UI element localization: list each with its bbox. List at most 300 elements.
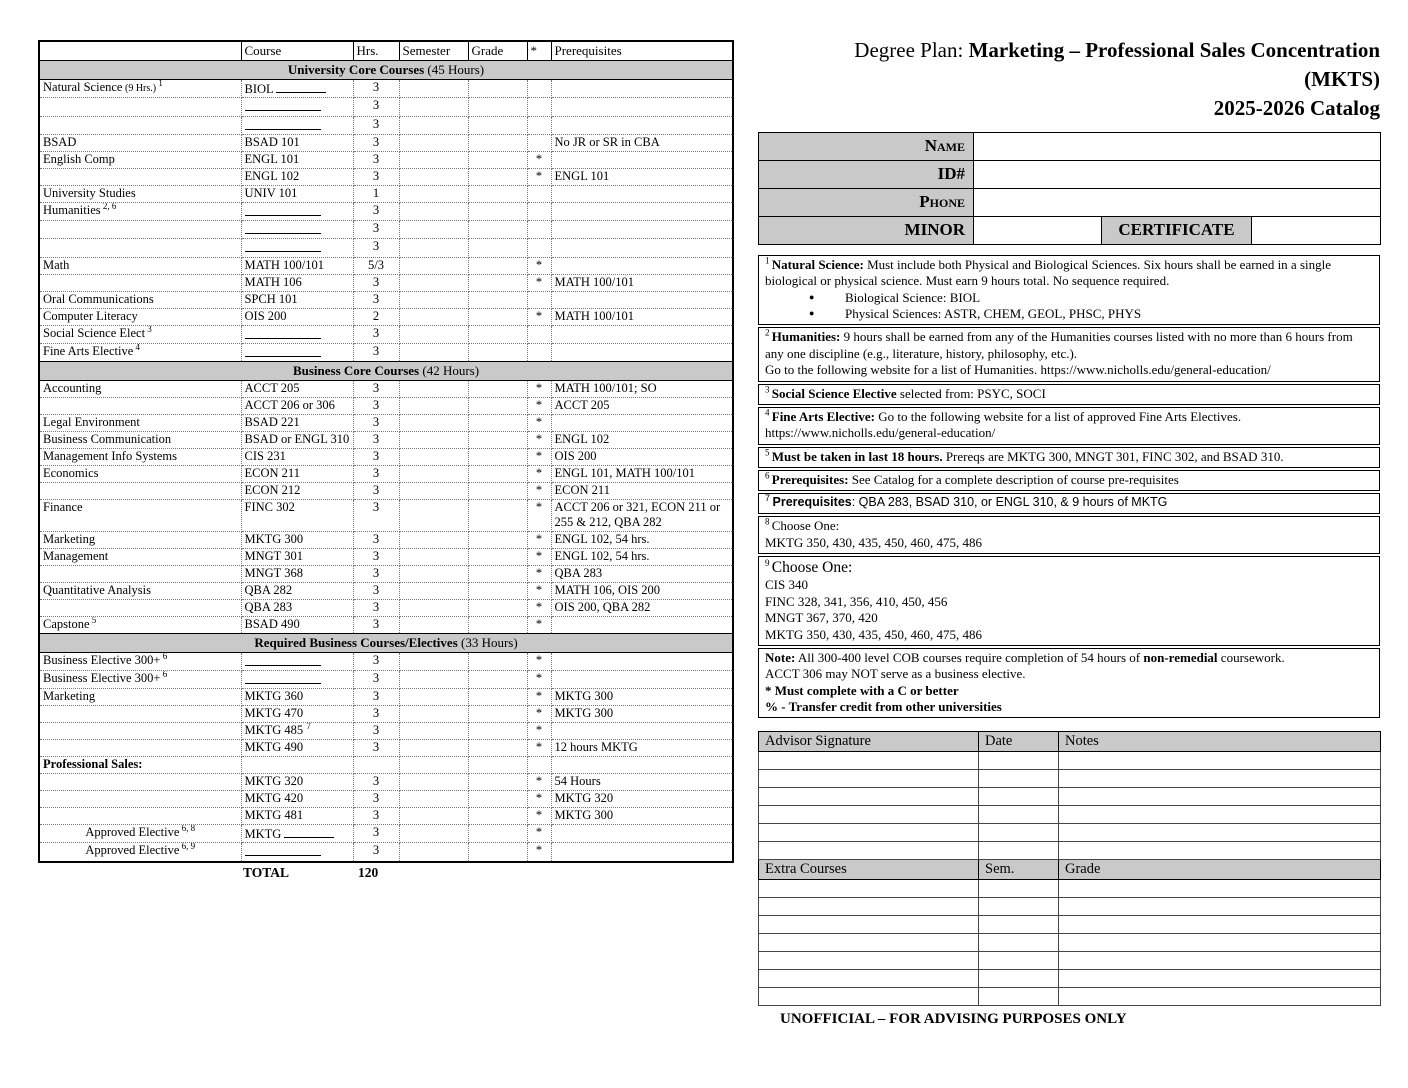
prereq-cell bbox=[551, 151, 733, 168]
grade-cell[interactable] bbox=[468, 791, 527, 808]
blank-cell[interactable] bbox=[759, 916, 979, 934]
footnote bbox=[758, 493, 1380, 514]
blank-line bbox=[284, 825, 334, 838]
course-cell bbox=[241, 239, 353, 257]
blank-cell[interactable] bbox=[759, 770, 979, 788]
course-row bbox=[39, 723, 733, 740]
semester-cell[interactable] bbox=[399, 582, 468, 599]
footnote-line: https://www.nicholls.edu/general-education/ bbox=[765, 425, 996, 441]
course-cell: MKTG 360 bbox=[241, 689, 353, 706]
semester-cell[interactable] bbox=[399, 80, 468, 98]
prereq-cell bbox=[551, 343, 733, 361]
semester-cell[interactable] bbox=[399, 774, 468, 791]
extra-course-row bbox=[759, 916, 1381, 934]
course-cell: BSAD 101 bbox=[241, 134, 353, 151]
footnote-ref: 6 bbox=[160, 670, 168, 679]
grade-cell[interactable] bbox=[468, 825, 527, 843]
semester-cell[interactable] bbox=[399, 151, 468, 168]
grade-cell[interactable] bbox=[468, 774, 527, 791]
bullet-icon: ● bbox=[809, 308, 815, 319]
course-cell bbox=[241, 343, 353, 361]
prereq-cell bbox=[551, 202, 733, 220]
star-cell: * bbox=[527, 398, 551, 415]
blank-line bbox=[245, 653, 321, 666]
section-hours: (33 Hours) bbox=[457, 634, 518, 650]
star-cell bbox=[527, 757, 551, 774]
grade-cell[interactable] bbox=[468, 723, 527, 740]
category-cell bbox=[39, 483, 241, 500]
blank-cell[interactable] bbox=[979, 788, 1059, 806]
certificate-label: CERTIFICATE bbox=[1102, 216, 1252, 244]
semester-cell[interactable] bbox=[399, 466, 468, 483]
prereq-cell: 54 Hours bbox=[551, 774, 733, 791]
grade-cell[interactable] bbox=[468, 616, 527, 633]
blank-cell[interactable] bbox=[759, 970, 979, 988]
grade-cell[interactable] bbox=[468, 398, 527, 415]
header-cell: Extra Courses bbox=[759, 860, 979, 880]
course-row bbox=[39, 432, 733, 449]
category-cell: Business Elective 300+ $^6$ bbox=[39, 652, 241, 670]
blank-cell[interactable] bbox=[979, 952, 1059, 970]
category-cell: Capstone $^5$ bbox=[39, 616, 241, 633]
category-cell bbox=[39, 599, 241, 616]
course-cell: ECON 211 bbox=[241, 466, 353, 483]
star-cell: * bbox=[527, 500, 551, 532]
category-cell bbox=[39, 98, 241, 116]
semester-cell[interactable] bbox=[399, 825, 468, 843]
advisor-blank-row bbox=[759, 752, 1381, 770]
total-row bbox=[38, 863, 732, 885]
header-cell: Advisor Signature bbox=[759, 732, 979, 752]
grade-cell[interactable] bbox=[468, 599, 527, 616]
blank-cell[interactable] bbox=[979, 824, 1059, 842]
bullet-text: Physical Sciences: ASTR, CHEM, GEOL, PHSC, PHYS bbox=[845, 306, 1142, 322]
footnote-ref: 4 bbox=[133, 343, 141, 352]
semester-cell[interactable] bbox=[399, 185, 468, 202]
bullet-icon: ● bbox=[809, 291, 815, 302]
star-cell: * bbox=[527, 599, 551, 616]
course-cell: ACCT 206 or 306 bbox=[241, 398, 353, 415]
blank-cell[interactable] bbox=[1059, 952, 1381, 970]
course-row bbox=[39, 325, 733, 343]
grade-cell[interactable] bbox=[468, 740, 527, 757]
star-cell: * bbox=[527, 257, 551, 274]
course-row bbox=[39, 670, 733, 688]
semester-cell[interactable] bbox=[399, 134, 468, 151]
semester-cell[interactable] bbox=[399, 432, 468, 449]
course-cell: UNIV 101 bbox=[241, 185, 353, 202]
course-row bbox=[39, 134, 733, 151]
grade-cell[interactable] bbox=[468, 291, 527, 308]
hours-cell: 3 bbox=[353, 134, 399, 151]
star-cell: * bbox=[527, 723, 551, 740]
footnote-line: MKTG 350, 430, 435, 450, 460, 475, 486 bbox=[765, 626, 983, 642]
hours-cell bbox=[353, 757, 399, 774]
star-cell: * bbox=[527, 548, 551, 565]
star-cell: * bbox=[527, 740, 551, 757]
hours-cell: 1 bbox=[353, 185, 399, 202]
grade-cell[interactable] bbox=[468, 151, 527, 168]
grade-cell[interactable] bbox=[468, 134, 527, 151]
blank-cell[interactable] bbox=[1059, 842, 1381, 860]
footnote-number: 4 bbox=[765, 407, 772, 418]
grade-cell[interactable] bbox=[468, 432, 527, 449]
semester-cell[interactable] bbox=[399, 325, 468, 343]
star-cell: * bbox=[527, 582, 551, 599]
grade-cell[interactable] bbox=[468, 843, 527, 862]
advisor-blank-row bbox=[759, 806, 1381, 824]
course-cell: MATH 100/101 bbox=[241, 257, 353, 274]
footnote-line: CIS 340 bbox=[765, 577, 808, 593]
grade-cell[interactable] bbox=[468, 531, 527, 548]
hours-cell: 3 bbox=[353, 151, 399, 168]
star-cell: * bbox=[527, 466, 551, 483]
blank-cell[interactable] bbox=[759, 988, 979, 1006]
section-header-row bbox=[39, 362, 733, 381]
blank-cell[interactable] bbox=[759, 880, 979, 898]
category-cell: Fine Arts Elective $^4$ bbox=[39, 343, 241, 361]
course-row bbox=[39, 398, 733, 415]
blank-cell[interactable] bbox=[979, 916, 1059, 934]
prereq-cell: OIS 200, QBA 282 bbox=[551, 599, 733, 616]
section-header bbox=[39, 633, 733, 652]
semester-cell[interactable] bbox=[399, 565, 468, 582]
course-plan-panel bbox=[38, 40, 732, 885]
prereq-cell: MKTG 300 bbox=[551, 706, 733, 723]
hours-cell: 3 bbox=[353, 652, 399, 670]
course-row bbox=[39, 466, 733, 483]
blank-cell[interactable] bbox=[979, 806, 1059, 824]
blank-cell[interactable] bbox=[759, 824, 979, 842]
blank-cell[interactable] bbox=[1059, 898, 1381, 916]
course-cell: ECON 212 bbox=[241, 483, 353, 500]
blank-cell[interactable] bbox=[979, 934, 1059, 952]
semester-cell[interactable] bbox=[399, 531, 468, 548]
semester-cell[interactable] bbox=[399, 548, 468, 565]
header-grade: Grade bbox=[468, 41, 527, 61]
semester-cell[interactable] bbox=[399, 398, 468, 415]
course-cell: MKTG 470 bbox=[241, 706, 353, 723]
hours-cell: 3 bbox=[353, 808, 399, 825]
footnote-line: $^3$ Social Science Elective selected from: PSYC, SOCI bbox=[765, 384, 1046, 401]
grade-cell[interactable] bbox=[468, 670, 527, 688]
category-cell bbox=[39, 239, 241, 257]
certificate-field[interactable] bbox=[1252, 216, 1381, 244]
semester-cell[interactable] bbox=[399, 616, 468, 633]
semester-cell[interactable] bbox=[399, 808, 468, 825]
footnote-line: Note: All 300-400 level COB courses require completion of 54 hours of non-remedial coursework. bbox=[765, 649, 1285, 665]
semester-cell[interactable] bbox=[399, 274, 468, 291]
course-row bbox=[39, 652, 733, 670]
blank-cell[interactable] bbox=[979, 752, 1059, 770]
grade-cell[interactable] bbox=[468, 274, 527, 291]
course-row bbox=[39, 825, 733, 843]
blank-cell[interactable] bbox=[1059, 988, 1381, 1006]
grade-cell[interactable] bbox=[468, 466, 527, 483]
blank-cell[interactable] bbox=[979, 880, 1059, 898]
footnote bbox=[758, 255, 1380, 326]
grade-cell[interactable] bbox=[468, 483, 527, 500]
semester-cell[interactable] bbox=[399, 202, 468, 220]
star-cell: * bbox=[527, 168, 551, 185]
prereq-cell: No JR or SR in CBA bbox=[551, 134, 733, 151]
grade-cell[interactable] bbox=[468, 308, 527, 325]
footnotes bbox=[758, 255, 1380, 719]
semester-cell[interactable] bbox=[399, 291, 468, 308]
note-box bbox=[758, 648, 1380, 719]
prereq-cell: ACCT 205 bbox=[551, 398, 733, 415]
footnote bbox=[758, 327, 1380, 381]
section-header bbox=[39, 362, 733, 381]
semester-cell[interactable] bbox=[399, 599, 468, 616]
course-row bbox=[39, 582, 733, 599]
blank-cell[interactable] bbox=[1059, 806, 1381, 824]
category-note: (9 Hrs.) bbox=[122, 83, 157, 94]
semester-cell[interactable] bbox=[399, 98, 468, 116]
footnote-number: 6 bbox=[765, 470, 772, 481]
course-cell: MKTG bbox=[241, 825, 353, 843]
blank-cell[interactable] bbox=[1059, 970, 1381, 988]
hours-cell: 3 bbox=[353, 616, 399, 633]
grade-cell[interactable] bbox=[468, 689, 527, 706]
total-label: TOTAL bbox=[243, 864, 290, 880]
category-cell bbox=[39, 774, 241, 791]
semester-cell[interactable] bbox=[399, 239, 468, 257]
bullet-text: Biological Science: BIOL bbox=[845, 289, 981, 305]
footnote bbox=[758, 407, 1380, 445]
hours-cell: 3 bbox=[353, 774, 399, 791]
grade-cell[interactable] bbox=[468, 381, 527, 398]
semester-cell[interactable] bbox=[399, 449, 468, 466]
category-cell: Humanities $^{2, 6}$ bbox=[39, 202, 241, 220]
category-cell: Social Science Elect $^3$ bbox=[39, 325, 241, 343]
unofficial-notice: UNOFFICIAL – FOR ADVISING PURPOSES ONLY bbox=[780, 1011, 1127, 1028]
grade-cell[interactable] bbox=[468, 221, 527, 239]
grade-cell[interactable] bbox=[468, 500, 527, 532]
grade-cell[interactable] bbox=[468, 185, 527, 202]
semester-cell[interactable] bbox=[399, 740, 468, 757]
footnote-line: MKTG 350, 430, 435, 450, 460, 475, 486 bbox=[765, 534, 983, 550]
blank-cell[interactable] bbox=[759, 952, 979, 970]
course-cell: BSAD 490 bbox=[241, 616, 353, 633]
semester-cell[interactable] bbox=[399, 843, 468, 862]
blank-cell[interactable] bbox=[979, 988, 1059, 1006]
grade-cell[interactable] bbox=[468, 80, 527, 98]
footnote-line: % - Transfer credit from other universities bbox=[765, 699, 1002, 715]
advisor-table bbox=[758, 731, 1381, 1006]
minor-field[interactable] bbox=[974, 216, 1102, 244]
blank-cell[interactable] bbox=[979, 842, 1059, 860]
semester-cell[interactable] bbox=[399, 257, 468, 274]
id-field[interactable] bbox=[974, 160, 1381, 188]
header-star: * bbox=[527, 41, 551, 61]
course-cell: MKTG 300 bbox=[241, 531, 353, 548]
semester-cell[interactable] bbox=[399, 706, 468, 723]
prereq-cell bbox=[551, 185, 733, 202]
blank-cell[interactable] bbox=[759, 842, 979, 860]
blank-cell[interactable] bbox=[1059, 752, 1381, 770]
header-course: Course bbox=[241, 41, 353, 61]
semester-cell[interactable] bbox=[399, 483, 468, 500]
advisor-blank-row bbox=[759, 770, 1381, 788]
blank-cell[interactable] bbox=[1059, 788, 1381, 806]
prereq-cell: ENGL 102 bbox=[551, 432, 733, 449]
grade-cell[interactable] bbox=[468, 168, 527, 185]
footnote-ref: 2, 6 bbox=[100, 202, 117, 211]
semester-cell[interactable] bbox=[399, 308, 468, 325]
star-cell: * bbox=[527, 381, 551, 398]
course-cell bbox=[241, 202, 353, 220]
blank-cell[interactable] bbox=[979, 770, 1059, 788]
grade-cell[interactable] bbox=[468, 343, 527, 361]
blank-cell[interactable] bbox=[1059, 934, 1381, 952]
category-cell bbox=[39, 274, 241, 291]
section-header-row bbox=[39, 61, 733, 80]
star-cell: * bbox=[527, 808, 551, 825]
prereq-cell: ENGL 102, 54 hrs. bbox=[551, 531, 733, 548]
name-field[interactable] bbox=[974, 132, 1381, 160]
star-cell: * bbox=[527, 565, 551, 582]
grade-cell[interactable] bbox=[468, 548, 527, 565]
star-cell: * bbox=[527, 706, 551, 723]
semester-cell[interactable] bbox=[399, 670, 468, 688]
grade-cell[interactable] bbox=[468, 116, 527, 134]
semester-cell[interactable] bbox=[399, 652, 468, 670]
course-row bbox=[39, 381, 733, 398]
blank-line bbox=[245, 221, 321, 234]
grade-cell[interactable] bbox=[468, 706, 527, 723]
semester-cell[interactable] bbox=[399, 689, 468, 706]
semester-cell[interactable] bbox=[399, 221, 468, 239]
grade-cell[interactable] bbox=[468, 808, 527, 825]
blank-cell[interactable] bbox=[759, 934, 979, 952]
grade-cell[interactable] bbox=[468, 652, 527, 670]
advisor-header-row bbox=[759, 732, 1381, 752]
blank-cell[interactable] bbox=[759, 898, 979, 916]
footnote-line: $^4$ Fine Arts Elective: Go to the following website for a list of approved Fine Arts Electives. bbox=[765, 407, 1242, 424]
grade-cell[interactable] bbox=[468, 757, 527, 774]
blank-cell[interactable] bbox=[1059, 770, 1381, 788]
header-cell: Date bbox=[979, 732, 1059, 752]
grade-cell[interactable] bbox=[468, 257, 527, 274]
minor-row bbox=[759, 216, 1381, 244]
footnote-line: $^8$ Choose One: bbox=[765, 516, 840, 534]
course-row bbox=[39, 689, 733, 706]
grade-cell[interactable] bbox=[468, 415, 527, 432]
hours-cell: 3 bbox=[353, 500, 399, 532]
prereq-cell: ECON 211 bbox=[551, 483, 733, 500]
hours-cell: 3 bbox=[353, 483, 399, 500]
prereq-cell: MKTG 300 bbox=[551, 808, 733, 825]
hours-cell: 3 bbox=[353, 740, 399, 757]
blank-cell[interactable] bbox=[759, 752, 979, 770]
title-code: (MKTS) bbox=[1304, 66, 1380, 91]
course-cell: CIS 231 bbox=[241, 449, 353, 466]
phone-field[interactable] bbox=[974, 188, 1381, 216]
course-row bbox=[39, 808, 733, 825]
course-cell bbox=[241, 652, 353, 670]
semester-cell[interactable] bbox=[399, 343, 468, 361]
extra-course-row bbox=[759, 898, 1381, 916]
category-cell: Legal Environment bbox=[39, 415, 241, 432]
blank-cell[interactable] bbox=[1059, 916, 1381, 934]
blank-line bbox=[245, 671, 321, 684]
grade-cell[interactable] bbox=[468, 325, 527, 343]
footnote-line: $^1$ Natural Science: Must include both Physical and Biological Sciences. Six hours shall be earned in a single biological or physical science. Must earn 9 hours total. No sequence required. bbox=[765, 255, 1332, 289]
star-cell: * bbox=[527, 791, 551, 808]
category-cell: Economics bbox=[39, 466, 241, 483]
footnote-ref: 6 bbox=[160, 652, 168, 661]
semester-cell[interactable] bbox=[399, 791, 468, 808]
name-row bbox=[759, 132, 1381, 160]
star-cell: * bbox=[527, 432, 551, 449]
header-prerequisites: Prerequisites bbox=[551, 41, 733, 61]
course-cell: ACCT 205 bbox=[241, 381, 353, 398]
footnote bbox=[758, 384, 1380, 405]
semester-cell[interactable] bbox=[399, 116, 468, 134]
semester-cell[interactable] bbox=[399, 500, 468, 532]
hours-cell: 3 bbox=[353, 825, 399, 843]
grade-cell[interactable] bbox=[468, 565, 527, 582]
hours-cell: 3 bbox=[353, 582, 399, 599]
grade-cell[interactable] bbox=[468, 449, 527, 466]
total-hours-value: 120 bbox=[358, 864, 379, 880]
semester-cell[interactable] bbox=[399, 757, 468, 774]
course-cell: FINC 302 bbox=[241, 500, 353, 532]
section-header bbox=[39, 61, 733, 80]
blank-cell[interactable] bbox=[759, 788, 979, 806]
semester-cell[interactable] bbox=[399, 168, 468, 185]
course-cell: BSAD or ENGL 310 bbox=[241, 432, 353, 449]
course-cell bbox=[241, 757, 353, 774]
course-table-body bbox=[39, 41, 733, 862]
blank-cell[interactable] bbox=[1059, 824, 1381, 842]
grade-cell[interactable] bbox=[468, 202, 527, 220]
blank-cell[interactable] bbox=[979, 898, 1059, 916]
grade-cell[interactable] bbox=[468, 98, 527, 116]
hours-cell: 3 bbox=[353, 398, 399, 415]
prereq-cell: MKTG 320 bbox=[551, 791, 733, 808]
star-cell: * bbox=[527, 449, 551, 466]
hours-cell: 2 bbox=[353, 308, 399, 325]
category-cell: Math bbox=[39, 257, 241, 274]
blank-cell[interactable] bbox=[979, 970, 1059, 988]
blank-cell[interactable] bbox=[1059, 880, 1381, 898]
course-row bbox=[39, 239, 733, 257]
semester-cell[interactable] bbox=[399, 381, 468, 398]
category-cell: Approved Elective $^{6, 8}$ bbox=[39, 825, 241, 843]
star-cell: * bbox=[527, 670, 551, 688]
prereq-cell: ENGL 101 bbox=[551, 168, 733, 185]
blank-cell[interactable] bbox=[759, 806, 979, 824]
grade-cell[interactable] bbox=[468, 239, 527, 257]
course-cell: SPCH 101 bbox=[241, 291, 353, 308]
phone-row bbox=[759, 188, 1381, 216]
prereq-cell: 12 hours MKTG bbox=[551, 740, 733, 757]
hours-cell: 3 bbox=[353, 843, 399, 862]
grade-cell[interactable] bbox=[468, 582, 527, 599]
prereq-cell: ENGL 101, MATH 100/101 bbox=[551, 466, 733, 483]
course-cell: OIS 200 bbox=[241, 308, 353, 325]
category-cell: Natural Science (9 Hrs.) $^1$ bbox=[39, 80, 241, 98]
course-row bbox=[39, 500, 733, 532]
semester-cell[interactable] bbox=[399, 415, 468, 432]
prereq-cell bbox=[551, 221, 733, 239]
semester-cell[interactable] bbox=[399, 723, 468, 740]
footnote-number: 5 bbox=[765, 447, 772, 458]
extra-course-row bbox=[759, 970, 1381, 988]
header-cell: Notes bbox=[1059, 732, 1381, 752]
